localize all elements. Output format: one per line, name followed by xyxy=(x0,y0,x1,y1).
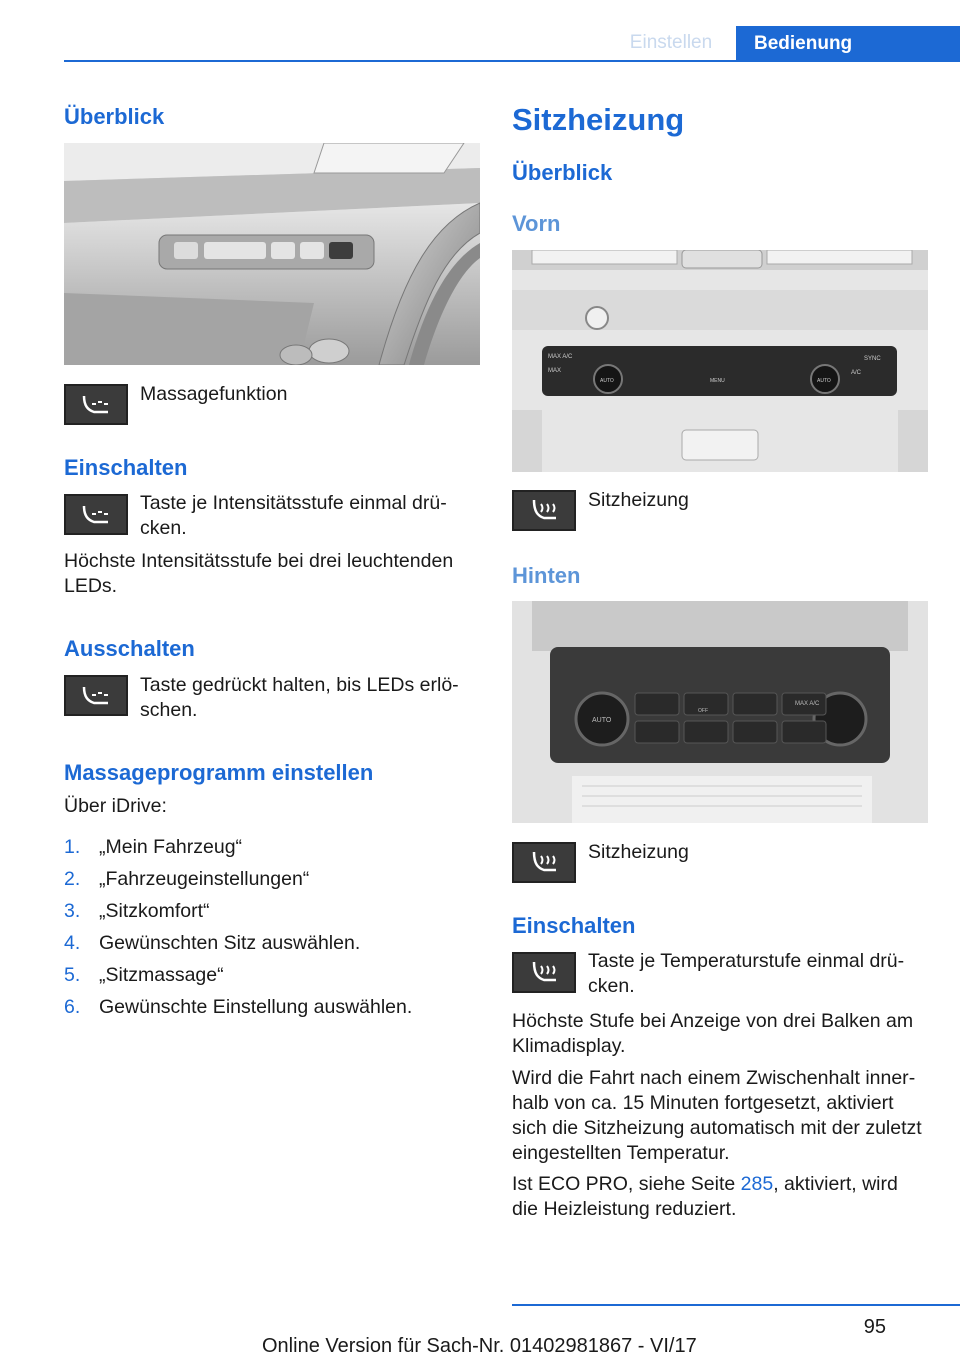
step-text: „Sitzmassage“ xyxy=(99,964,224,986)
front-panel-auto-right: AUTO xyxy=(817,378,831,384)
hinten-heading: Hinten xyxy=(512,563,581,588)
tab-bedienung[interactable]: Bedienung xyxy=(736,26,960,62)
seat-heating-icon-front xyxy=(512,490,576,531)
vorn-heading: Vorn xyxy=(512,211,561,236)
massage-label: Massagefunktion xyxy=(140,383,288,405)
seat-heating-rear-label: Sitzheizung xyxy=(588,841,689,863)
seat-heating-on-instruction: Taste je Temperaturstufe einmal drücken. xyxy=(588,950,905,997)
front-panel-max: MAX xyxy=(548,368,562,374)
page-number: 95 xyxy=(863,1316,886,1338)
seat-heating-max-note: Höchste Stufe bei Anzeige von drei Balken am Klimadisplay. xyxy=(512,1010,914,1057)
step-text: „Fahrzeugeinstellungen“ xyxy=(99,868,310,890)
massage-on-icon xyxy=(64,494,128,535)
online-version-note: Online Version für Sach-Nr. 01402981867 - VI/17 xyxy=(262,1335,697,1357)
massageprogramm-heading: Massageprogramm einstellen xyxy=(64,760,374,785)
overview-heading-left: Überblick xyxy=(64,104,165,129)
seat-heating-on-icon xyxy=(512,952,576,993)
front-panel-maxac: MAX A/C xyxy=(548,354,573,360)
eco-pro-page-link[interactable]: 285 xyxy=(740,1173,774,1195)
front-panel-ac: A/C xyxy=(851,370,862,376)
header-rule xyxy=(64,60,960,62)
rear-panel-off: OFF xyxy=(698,708,708,714)
eco-pro-suffix: , aktiviert, wird die Heizleistung reduziert. xyxy=(512,1173,898,1220)
seat-heating-icon-rear xyxy=(512,842,576,883)
tab-einstellen[interactable]: Einstellen xyxy=(629,32,713,53)
massage-off-icon xyxy=(64,675,128,716)
door-massage-photo xyxy=(64,143,480,365)
overview-heading-right: Überblick xyxy=(512,160,613,185)
page-title: Sitzheizung xyxy=(512,102,685,137)
step-number: 2. xyxy=(64,868,81,890)
massage-on-instruction: Taste je Intensitätsstufe einmal drücken. xyxy=(140,492,447,539)
einschalten-heading-right: Einschalten xyxy=(512,913,636,938)
footer-rule xyxy=(512,1304,960,1306)
einschalten-heading-left: Einschalten xyxy=(64,455,188,480)
front-panel-menu: MENU xyxy=(710,378,725,384)
eco-pro-prefix: Ist ECO PRO, siehe Seite xyxy=(512,1173,741,1195)
step-number: 3. xyxy=(64,900,81,922)
front-climate-panel-photo xyxy=(512,250,928,472)
step-number: 1. xyxy=(64,836,81,858)
ausschalten-heading: Ausschalten xyxy=(64,636,195,661)
step-text: „Sitzkomfort“ xyxy=(99,900,210,922)
front-panel-sync: SYNC xyxy=(864,356,881,362)
rear-climate-panel-photo xyxy=(512,601,928,823)
rear-panel-auto: AUTO xyxy=(592,717,612,724)
massage-icon xyxy=(64,384,128,425)
step-number: 4. xyxy=(64,932,81,954)
massage-on-note: Höchste Intensitätsstufe bei drei leuchtenden LEDs. xyxy=(64,550,454,597)
front-panel-auto-left: AUTO xyxy=(600,378,614,384)
eco-pro-note xyxy=(512,1172,928,1222)
rear-panel-maxac: MAX A/C xyxy=(795,701,820,707)
step-text: Gewünschte Einstellung auswählen. xyxy=(99,996,413,1018)
massage-off-instruction: Taste gedrückt halten, bis LEDs erlöschen. xyxy=(140,674,459,721)
step-text: „Mein Fahrzeug“ xyxy=(99,836,243,858)
seat-heating-front-label: Sitzheizung xyxy=(588,489,689,511)
seat-heating-resume-note: Wird die Fahrt nach einem Zwischenhalt innerhalb von ca. 15 Minuten fortgesetzt, aktiviert sich die Sitzheizung automatisch mit der zuletzt eingestellten Temperatur. xyxy=(512,1067,922,1164)
step-number: 6. xyxy=(64,996,81,1018)
idrive-intro: Über iDrive: xyxy=(64,795,167,817)
step-text: Gewünschten Sitz auswählen. xyxy=(99,932,361,954)
step-number: 5. xyxy=(64,964,81,986)
